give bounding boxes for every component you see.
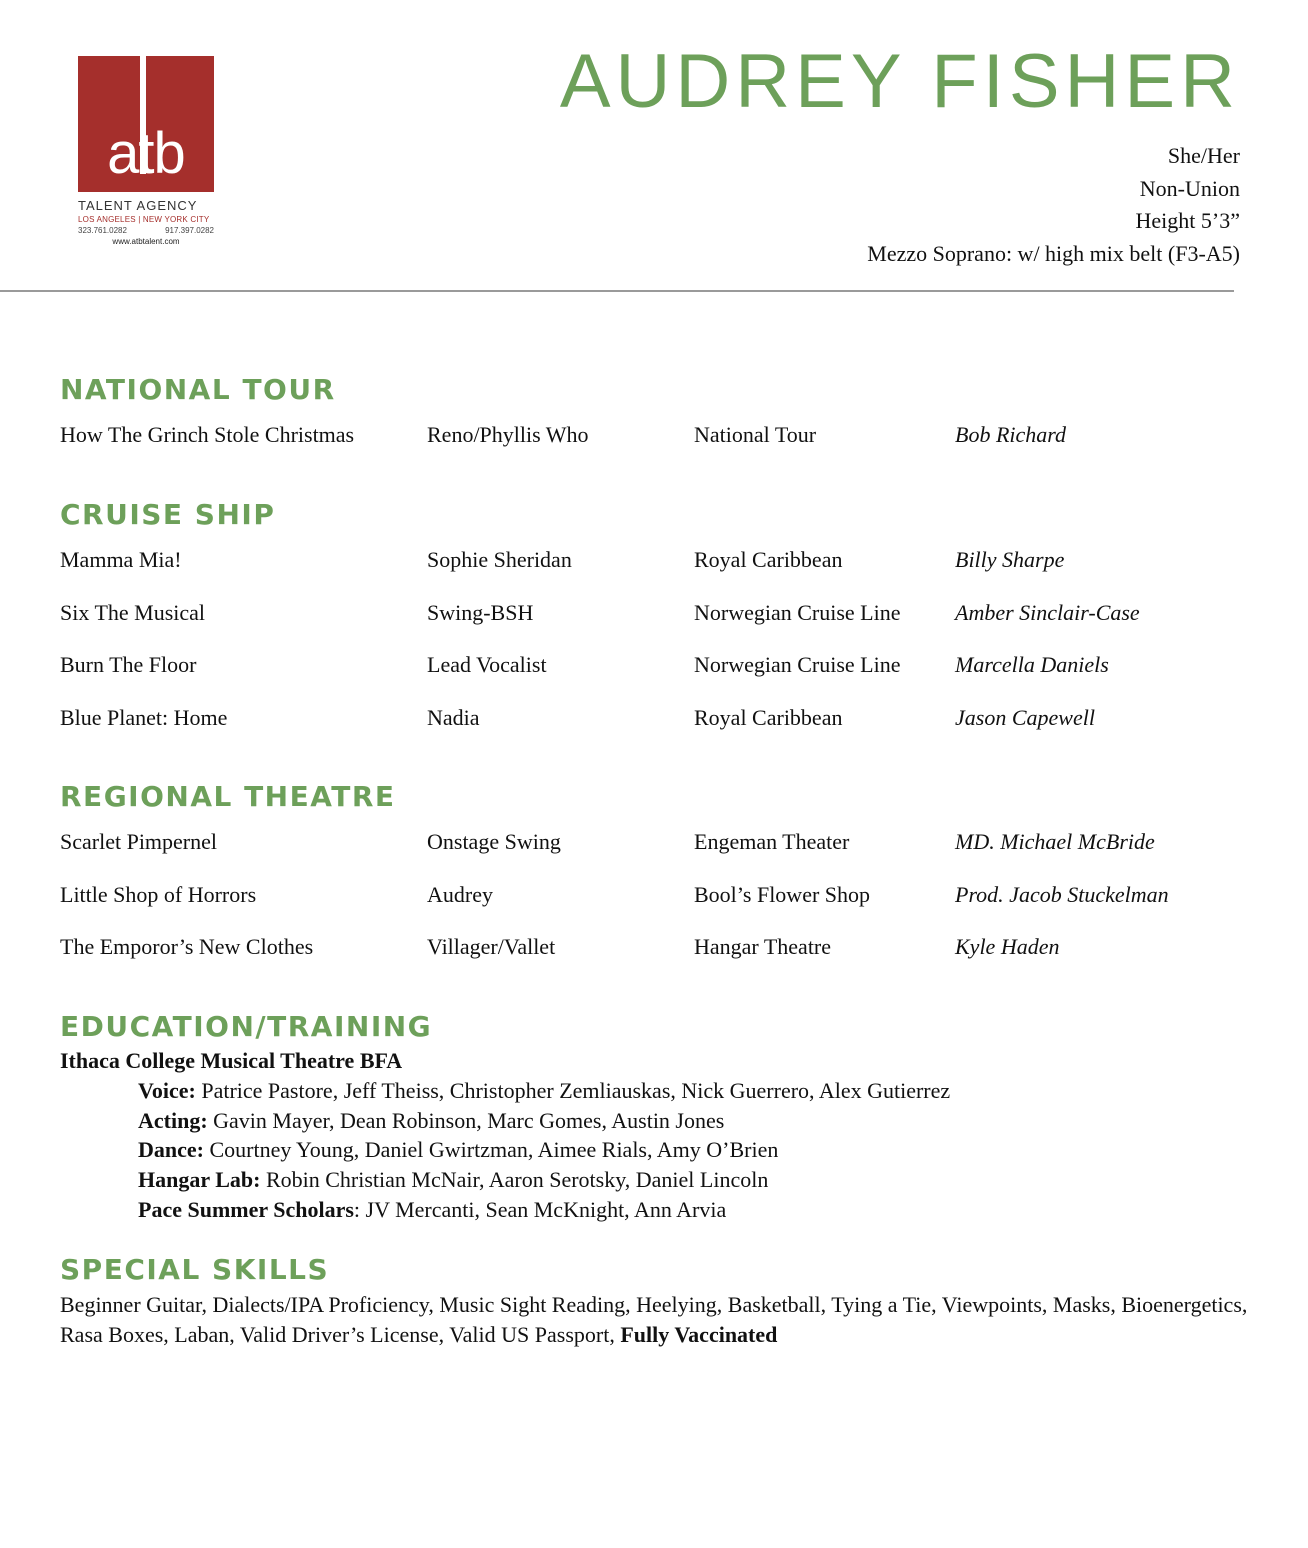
credit-row [60,598,1260,628]
skills-list: Beginner Guitar, Dialects/IPA Proficiency, Music Sight Reading, Heelying, Basketball, Tying a Tie, Viewpoints, Masks, Bioenergetics, Rasa Boxes, Laban, Valid Driver’s License, Valid US Passport, [60,1292,1248,1347]
credit-director: Jason Capewell [955,705,1095,730]
credit-venue: Royal Caribbean [694,705,843,730]
credit-director: Amber Sinclair-Case [955,600,1140,625]
credit-row [60,932,1260,962]
training-list [138,1076,950,1225]
credit-venue: Norwegian Cruise Line [694,652,901,677]
pronouns: She/Her [1167,143,1240,168]
credit-row [60,880,1260,910]
credit-role: Swing-BSH [427,600,534,625]
credit-show: Blue Planet: Home [60,705,228,730]
training-label: Hangar Lab: [138,1167,261,1193]
credit-venue: Norwegian Cruise Line [694,600,901,625]
credit-director: Billy Sharpe [955,547,1065,572]
credit-venue: Engeman Theater [694,829,850,854]
union-status: Non-Union [1139,175,1240,201]
training-label: Dance: [138,1137,204,1163]
height: Height 5’3” [1135,208,1240,233]
agency-logo [78,56,214,246]
training-line [138,1195,950,1225]
logo-cities: LOS ANGELES | NEW YORK CITY [78,215,210,224]
credit-show: How The Grinch Stole Christmas [60,422,355,447]
credit-venue: National Tour [694,422,817,447]
training-names: Robin Christian McNair, Aaron Serotsky, Daniel Lincoln [260,1167,769,1193]
section-title-cruise-ship: CRUISE SHIP [60,498,276,531]
logo-phone-ny: 917.397.0282 [165,226,214,235]
logo-phones [78,226,214,235]
credit-show: Little Shop of Horrors [60,882,257,907]
training-label: Acting: [138,1107,208,1133]
credit-row [60,420,1260,450]
credit-director: Marcella Daniels [955,652,1109,677]
credit-director: Bob Richard [955,422,1066,447]
credit-role: Villager/Vallet [427,934,556,959]
logo-website: www.atbtalent.com [112,237,180,246]
actor-name: AUDREY FISHER [559,39,1240,124]
training-line [138,1106,950,1136]
training-names: : JV Mercanti, Sean McKnight, Ann Arvia [353,1196,727,1222]
credit-row [60,703,1260,733]
credit-director: Prod. Jacob Stuckelman [955,882,1169,907]
training-names: Gavin Mayer, Dean Robinson, Marc Gomes, Austin Jones [207,1107,725,1133]
credit-role: Lead Vocalist [427,652,547,677]
credit-show: The Emporor’s New Clothes [60,934,314,959]
credit-show: Scarlet Pimpernel [60,829,218,854]
training-line [138,1076,950,1106]
section-title-education: EDUCATION/TRAINING [60,1010,433,1043]
section-title-national-tour: NATIONAL TOUR [60,373,336,406]
credit-director: MD. Michael McBride [955,829,1155,854]
credit-role: Sophie Sheridan [427,547,572,572]
credit-show: Burn The Floor [60,652,197,677]
credit-venue: Bool’s Flower Shop [694,882,871,907]
skills-text [60,1290,1260,1350]
skills-emphasis: Fully Vaccinated [620,1322,778,1347]
logo-mark [78,56,214,192]
credit-venue: Royal Caribbean [694,547,843,572]
training-line [138,1165,950,1195]
training-line [138,1135,950,1165]
section-title-special-skills: SPECIAL SKILLS [60,1253,330,1286]
voice-type: Mezzo Soprano: w/ high mix belt (F3-A5) [867,240,1240,266]
logo-text: atb [107,121,185,186]
header-divider [0,290,1234,292]
credit-show: Mamma Mia! [60,547,182,572]
credit-role: Audrey [427,882,493,907]
credit-role: Reno/Phyllis Who [427,422,589,447]
training-names: Courtney Young, Daniel Gwirtzman, Aimee Rials, Amy O’Brien [203,1137,779,1163]
credit-role: Nadia [427,705,480,730]
logo-agency-name: TALENT AGENCY [78,198,198,213]
logo-phone-la: 323.761.0282 [78,226,127,235]
education-school: Ithaca College Musical Theatre BFA [60,1048,403,1073]
credit-director: Kyle Haden [955,934,1060,959]
actor-details [867,140,1240,270]
credit-show: Six The Musical [60,600,206,625]
section-title-regional-theatre: REGIONAL THEATRE [60,780,396,813]
training-names: Patrice Pastore, Jeff Theiss, Christopher Zemliauskas, Nick Guerrero, Alex Gutierrez [195,1078,951,1103]
credit-row [60,827,1260,857]
training-label: Pace Summer Scholars [138,1196,354,1222]
credit-venue: Hangar Theatre [694,934,832,959]
credit-row [60,545,1260,575]
training-label: Voice: [138,1078,196,1103]
credit-row [60,650,1260,680]
credit-role: Onstage Swing [427,829,561,854]
